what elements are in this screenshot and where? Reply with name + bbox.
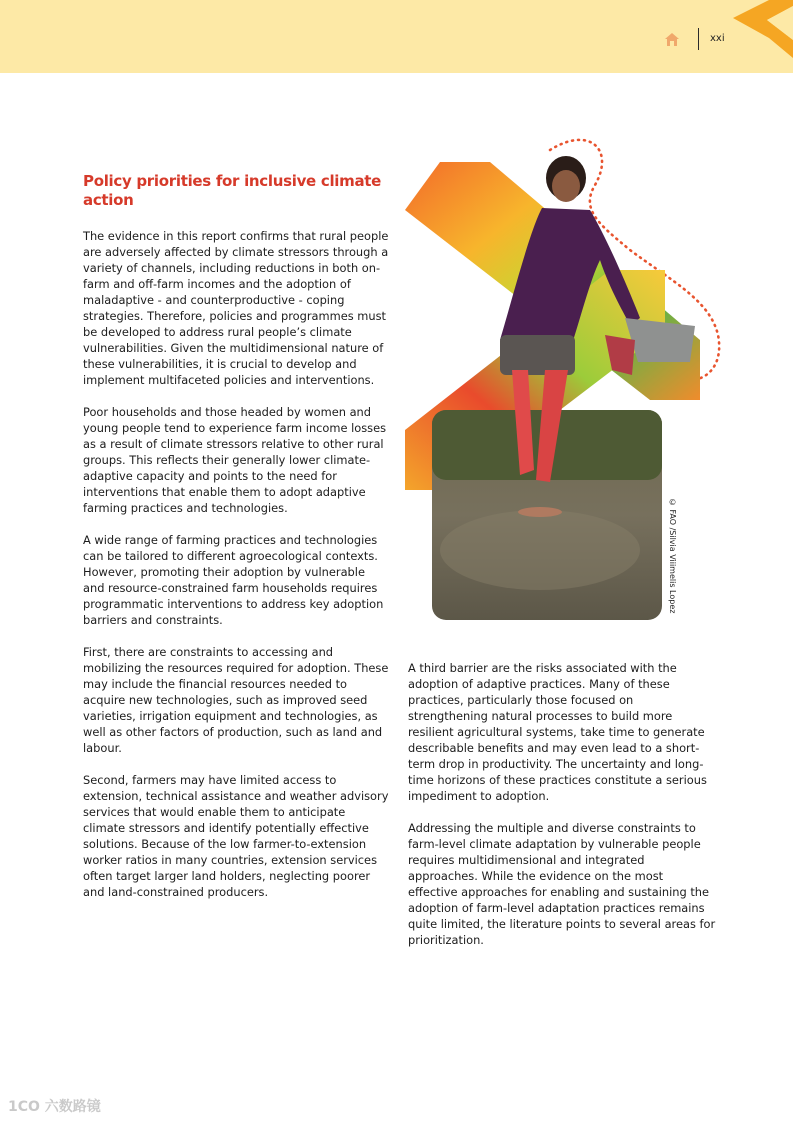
header-band <box>0 0 793 73</box>
paragraph: A third barrier are the risks associated with the adoption of adaptive practices. Many of these practices, particularly those focused on strengthening natural processes to build more resilient agricultural systems, take time to generate describable benefits and may even lead to a short-term drop in productivity. The uncertainty and long-time horizons of these practices constitute a serious impediment to adoption. <box>408 661 707 803</box>
page-number: xxi <box>710 33 725 44</box>
section-title: Policy priorities for inclusive climate action <box>83 172 382 209</box>
header-separator <box>698 28 699 50</box>
paragraph: Addressing the multiple and diverse constraints to farm-level climate adaptation by vulnerable people requires multidimensional and integrated approaches. While the evidence on the most effective approaches for enabling and sustaining the adoption of farm-level adaptation practices remains quite limited, the literature points to several areas for prioritization. <box>408 821 716 947</box>
paragraph: Poor households and those headed by women and young people tend to experience farm income losses as a result of climate stressors relative to other rural groups. This reflects their generally lower climate-adaptive capacity and points to the need for interventions that enable them to adopt adaptive farming practices and technologies. <box>83 405 387 515</box>
paragraph: First, there are constraints to accessing and mobilizing the resources required for adoption. These may include the financial resources needed to acquire new technologies, such as improved seed varieties, irrigation equipment and technologies, as well as other factors of production, such as land and labour. <box>83 645 389 755</box>
paragraph: The evidence in this report confirms that rural people are adversely affected by climate stressors through a variety of channels, including reductions in both on-farm and off-farm incomes and the adoption of maladaptive - and counterproductive - coping strategies. Therefore, policies and programmes must be developed to address rural people’s climate vulnerabilities. Given the multidimensional nature of these vulnerabilities, it is crucial to develop and implement multifaceted policies and interventions. <box>83 229 389 387</box>
feature-photo <box>400 130 730 630</box>
photo-collage-illustration <box>400 130 730 630</box>
photo-credit: © FAO /Silvia Viiimelis Lopez <box>668 498 677 614</box>
paragraph: A wide range of farming practices and technologies can be tailored to different agroecological contexts. However, promoting their adoption by vulnerable and resource-constrained farm households requires programmatic interventions to address key adoption barriers and constraints. <box>83 533 384 627</box>
chevron-decoration-icon <box>733 0 793 60</box>
watermark-logo: 1CO 六数路镜 <box>8 1099 101 1115</box>
left-column <box>83 228 389 916</box>
home-icon[interactable] <box>664 32 680 47</box>
right-column <box>408 660 716 964</box>
paragraph: Second, farmers may have limited access to extension, technical assistance and weather advisory services that would enable them to anticipate climate stressors and identify potentially effective solutions. Because of the low farmer-to-extension worker ratios in many countries, extension services often target larger land holders, neglecting poorer and land-constrained producers. <box>83 773 389 899</box>
